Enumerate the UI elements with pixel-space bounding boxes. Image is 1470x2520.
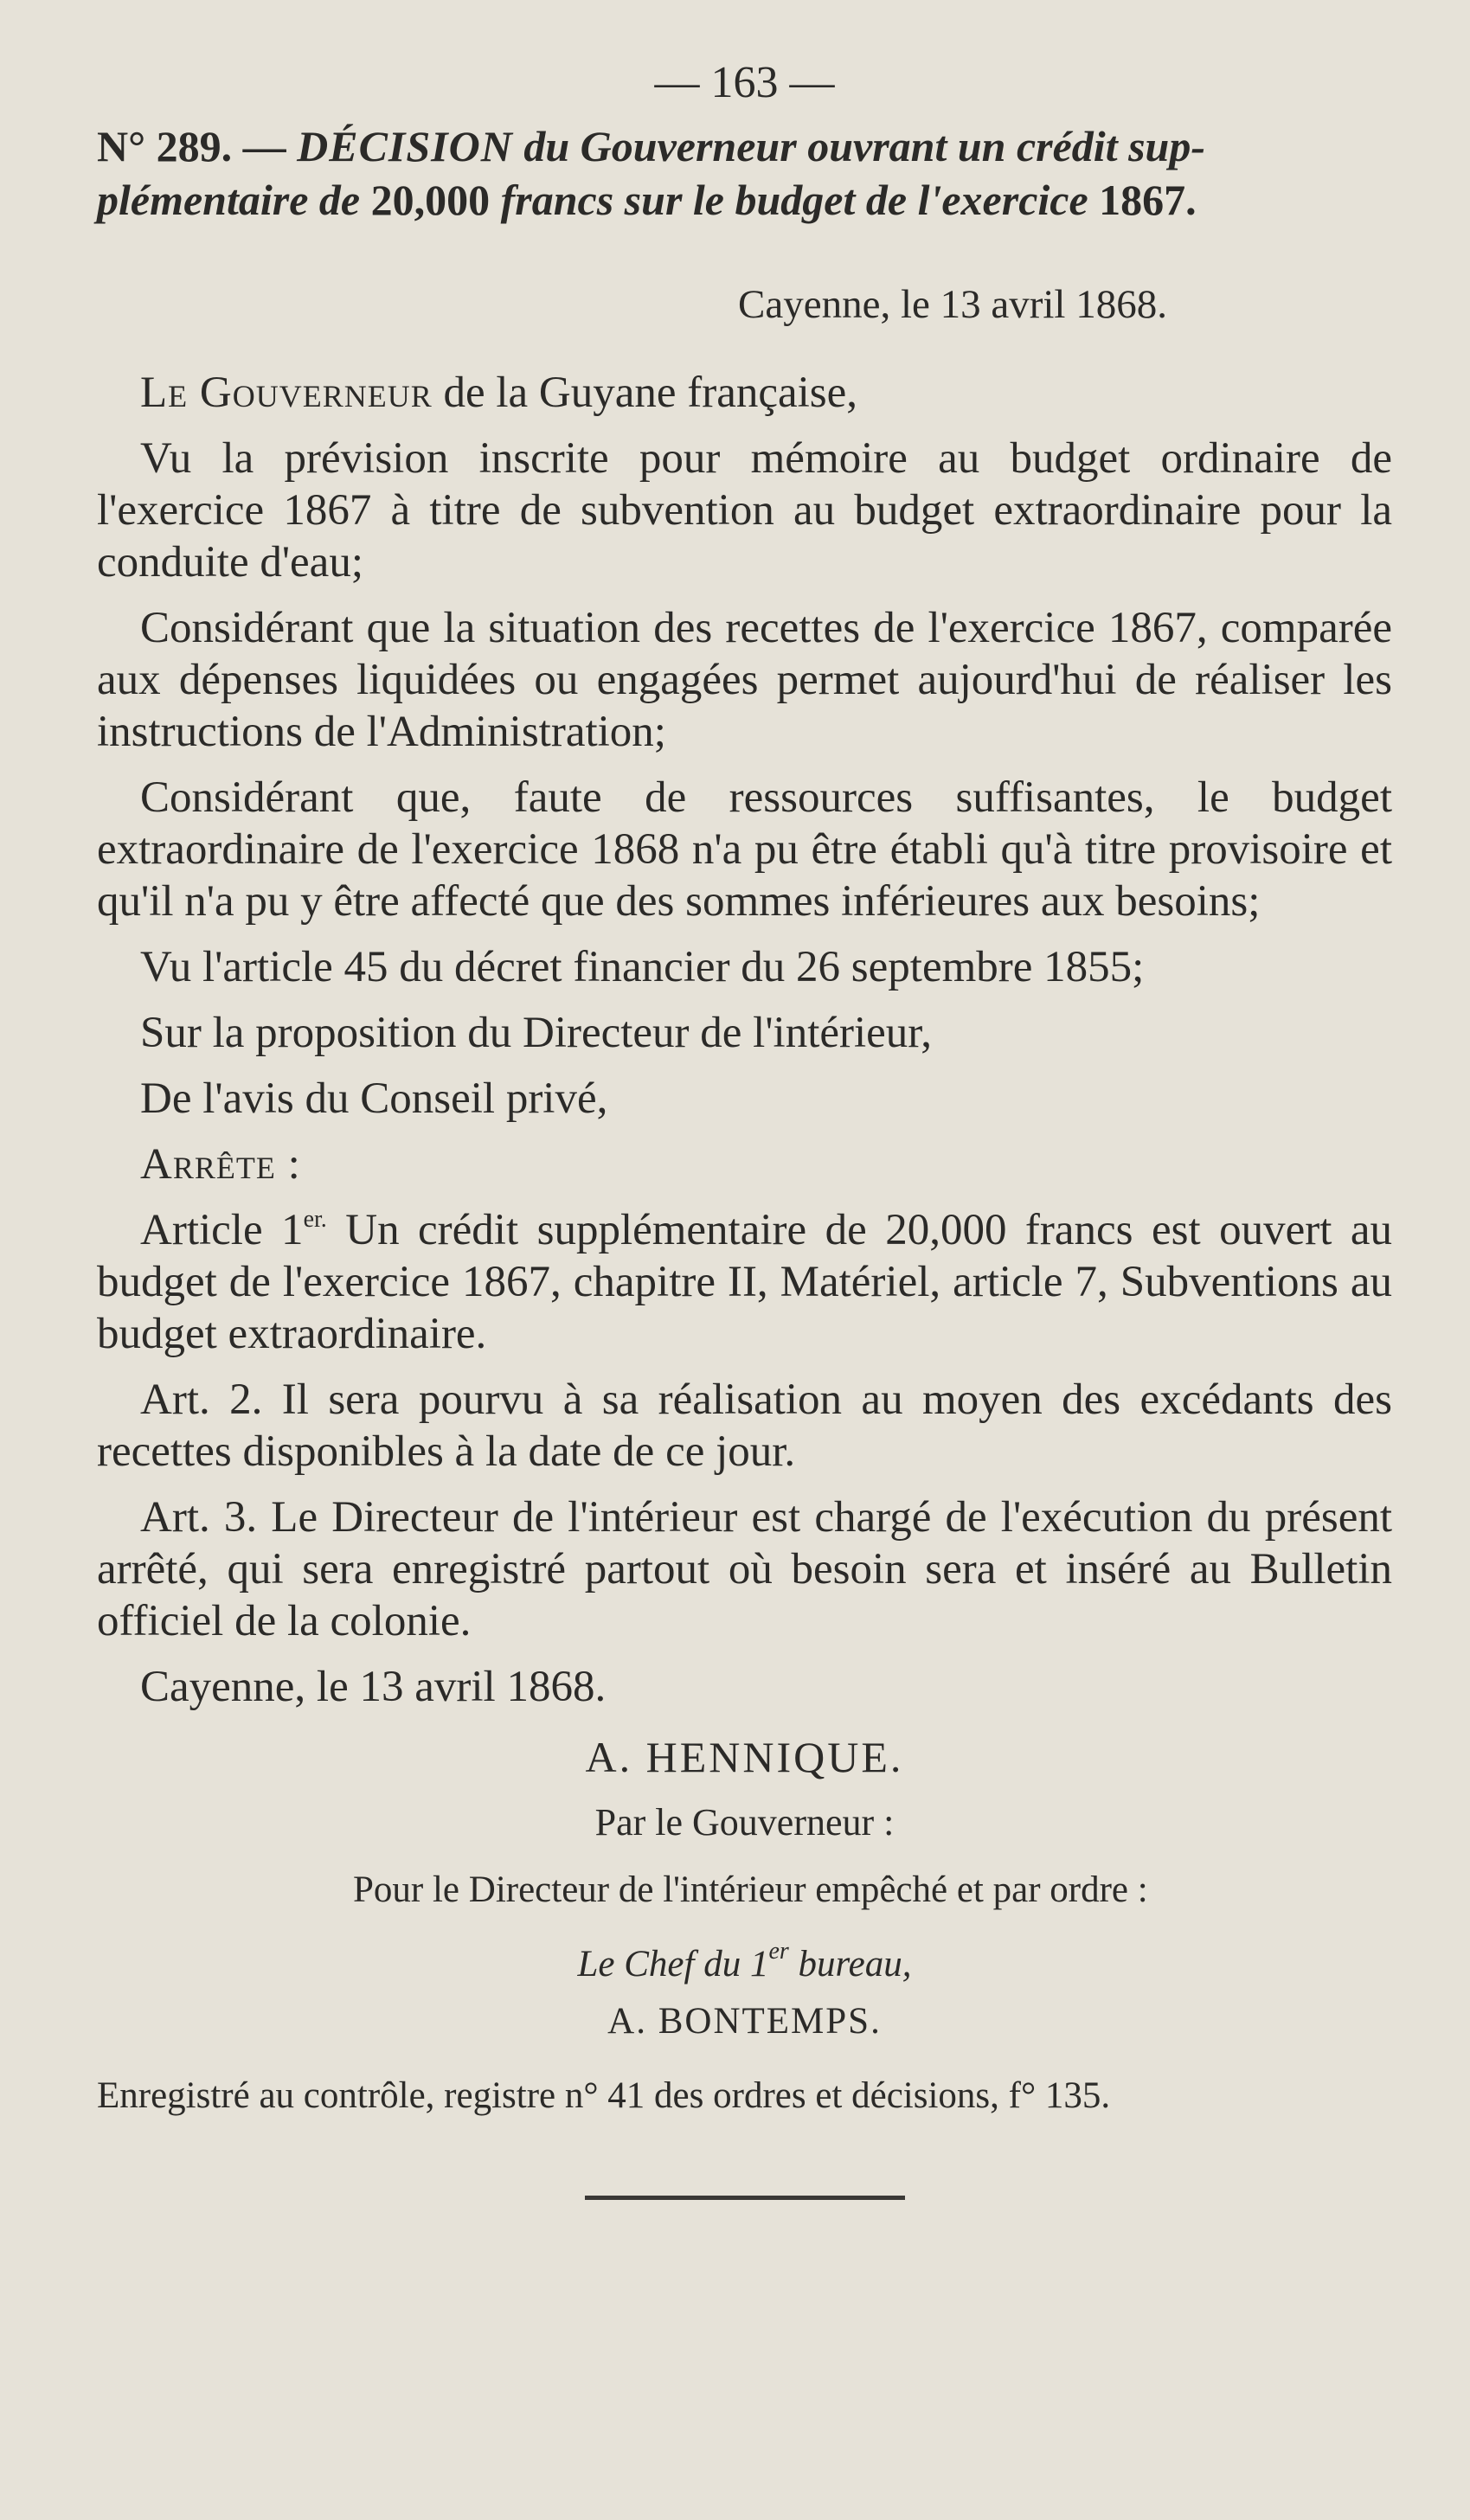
- chef-sup: er: [768, 1938, 789, 1965]
- article-1-text: Un crédit supplémentaire de 20,000 francs est ouvert au budget de l'exercice 1867, chapitre II, Matériel, article 7, Subventions au budget extraordinaire.: [97, 1206, 1392, 1358]
- closing-rule: [585, 2196, 905, 2200]
- pour-le-directeur: Pour le Directeur de l'intérieur empêché et par ordre :: [353, 1869, 1148, 1910]
- article-1-sup: er.: [303, 1206, 327, 1233]
- article-3: Art. 3. Le Directeur de l'intérieur est chargé de l'exécution du présent arrêté, qui sera enregistré partout où besoin sera et inséré au Bulletin officiel de la colonie.: [97, 1493, 1392, 1645]
- signature-hennique: A. HENNIQUE.: [585, 1733, 904, 1781]
- heading-amount: 20,000: [370, 176, 491, 224]
- vu-prevision: Vu la prévision inscrite pour mémoire au budget ordinaire de l'exercice 1867 à titre de subvention au budget extraordinaire pour la conduite d'eau;: [97, 434, 1392, 587]
- gouverneur-title: Le Gouverneur: [140, 369, 433, 417]
- heading-line-2: [97, 173, 1392, 227]
- avis-conseil: De l'avis du Conseil privé,: [140, 1074, 608, 1123]
- decision-word: DÉCISION: [297, 122, 513, 170]
- par-le-gouverneur: Par le Gouverneur :: [594, 1801, 895, 1844]
- chef-prefix: Le Chef du 1: [577, 1944, 769, 1985]
- vu-article: Vu l'article 45 du décret financier du 26 septembre 1855;: [140, 943, 1145, 991]
- signature-bontemps: A. BONTEMPS.: [607, 2001, 882, 2042]
- considerant-recettes: Considérant que la situation des recettes de l'exercice 1867, comparée aux dépenses liquidées ou engagées permet aujourd'hui de réaliser les instructions de l'Administration;: [97, 604, 1392, 756]
- heading-text-2b: francs sur le budget de l'exercice: [500, 176, 1088, 224]
- date-bottom: Cayenne, le 13 avril 1868.: [140, 1663, 607, 1711]
- article-1: [97, 1204, 1392, 1360]
- chef-suffix: bureau,: [788, 1944, 912, 1985]
- arrete-label: Arrête :: [140, 1140, 301, 1189]
- decree-body: [97, 367, 1392, 1713]
- page-number: — 163 —: [654, 58, 835, 107]
- intro-rest: de la Guyane française,: [432, 369, 858, 417]
- heading-year: 1867.: [1099, 176, 1197, 224]
- heading-text-2a: plémentaire de: [97, 176, 361, 224]
- registration-note: Enregistré au contrôle, registre n° 41 des ordres et décisions, f° 135.: [97, 2075, 1111, 2116]
- considerant-ressources: Considérant que, faute de ressources suffisantes, le budget extraordinaire de l'exercice 1868 n'a pu être établi qu'à titre provisoire et qu'il n'a pu y être affecté que des sommes inférieures aux besoins;: [97, 773, 1392, 926]
- article-1-label: Article 1: [140, 1206, 304, 1254]
- heading-text-1: du Gouverneur ouvrant un crédit sup-: [523, 122, 1206, 170]
- decision-heading: [97, 119, 1392, 227]
- intro-line: [97, 367, 1392, 419]
- chef-du-bureau: [97, 1936, 1392, 1993]
- article-2: Art. 2. Il sera pourvu à sa réalisation au moyen des excédants des recettes disponibles à la date de ce jour.: [97, 1375, 1392, 1476]
- date-top: Cayenne, le 13 avril 1868.: [738, 282, 1167, 327]
- decision-number: N° 289. —: [97, 122, 286, 170]
- sur-proposition: Sur la proposition du Directeur de l'intérieur,: [140, 1009, 932, 1057]
